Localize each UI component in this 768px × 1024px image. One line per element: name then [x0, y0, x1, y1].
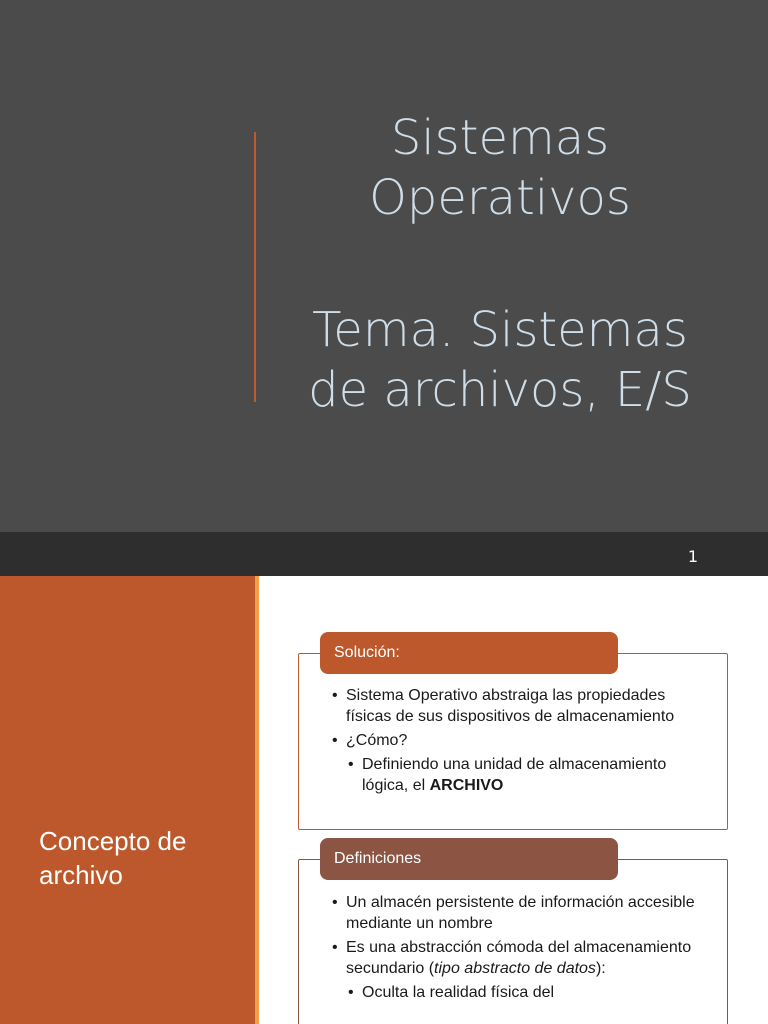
item2-prefix: Es una abstracción cómoda del almacenamiento secundario ( [346, 939, 692, 977]
item2-italic: tipo abstracto de datos [434, 960, 596, 977]
list-item [330, 937, 710, 979]
archivo-emphasis: ARCHIVO [429, 777, 504, 794]
list-item: • Sistema Operativo abstraiga las propiedades físicas de sus dispositivos de almacenamiento [330, 685, 710, 727]
subtitle-line-1: Tema. Sistemas [312, 302, 688, 358]
side-panel-title: Concepto de archivo [39, 826, 187, 890]
list-item: • ¿Cómo? [330, 730, 710, 751]
side-panel-stripe [255, 576, 259, 1024]
accent-divider-line [254, 132, 256, 402]
list-item-sub: • Oculta la realidad física del [346, 982, 710, 1003]
list-item: • Un almacén persistente de información accesible mediante un nombre [330, 892, 710, 934]
sub-item-text: Definiendo una unidad de almacenamiento lógica, el [362, 756, 667, 794]
list-item-sub [346, 754, 710, 796]
definitions-header: Definiciones [320, 838, 618, 880]
title-line-2: Operativos [369, 170, 631, 226]
slide-footer-bar [0, 532, 768, 576]
slide-title [290, 108, 710, 420]
solution-bullet-list [330, 685, 710, 799]
side-panel [0, 576, 255, 1024]
item2-suffix: ): [595, 960, 606, 977]
page-number: 1 [687, 547, 698, 566]
solution-header: Solución: [320, 632, 618, 674]
definitions-bullet-list [330, 892, 710, 1006]
subtitle-line-2: de archivos, E/S [308, 362, 692, 418]
content-slide [0, 576, 768, 1024]
title-line-1: Sistemas [390, 110, 610, 166]
